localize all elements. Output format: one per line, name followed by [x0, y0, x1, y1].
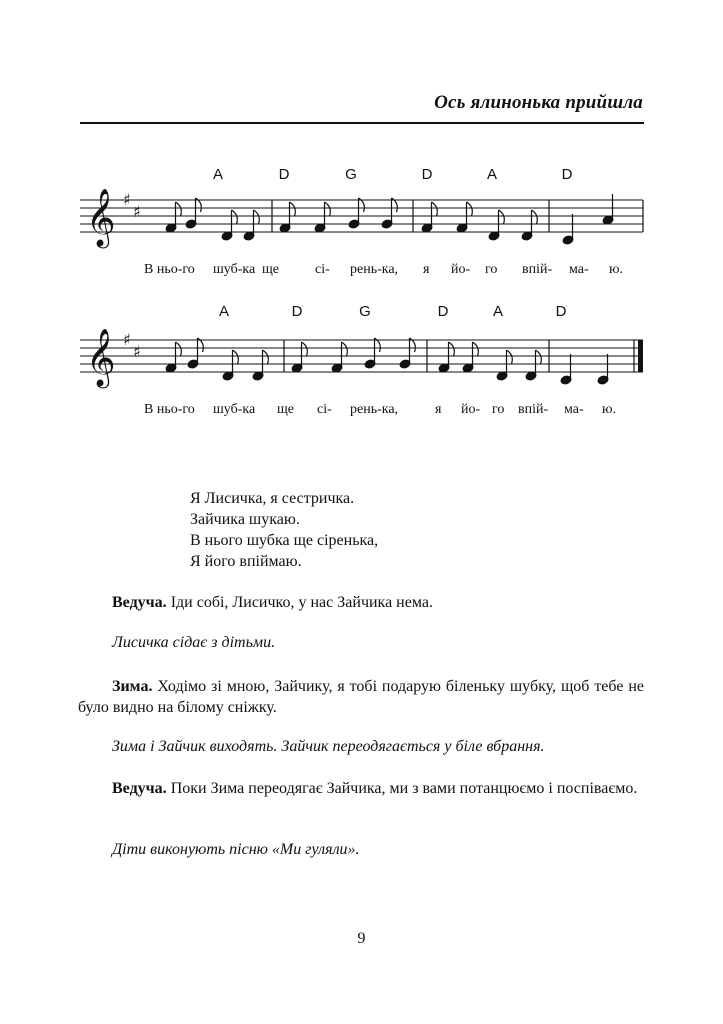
svg-text:𝄞: 𝄞	[86, 188, 116, 246]
lyrics-line-2	[0, 402, 723, 420]
chord-symbol: A	[492, 303, 504, 320]
lyric-syllable: го	[492, 402, 505, 417]
staff-lines	[80, 340, 643, 372]
lyric-syllable: шуб-ка	[213, 402, 256, 417]
poem-line: Я його впіймаю.	[190, 553, 302, 570]
header-rule	[80, 122, 644, 124]
lyric-syllable: ю.	[602, 402, 616, 417]
lyric-syllable: рень-ка,	[350, 402, 399, 417]
chord-symbol: D	[278, 166, 290, 183]
running-title: Ось ялинонька прийшла	[434, 92, 643, 113]
lyric-syllable: йо-	[451, 262, 471, 277]
lyric-syllable: шуб-ка	[213, 262, 256, 277]
chord-symbol: G	[359, 303, 371, 320]
poem-stanza	[190, 488, 378, 572]
notes	[165, 194, 614, 245]
lyric-syllable: впій-	[522, 262, 553, 277]
chord-symbol: D	[291, 303, 303, 320]
lyric-syllable: ще	[277, 402, 294, 417]
chord-symbol: D	[421, 166, 433, 183]
dialogue-paragraph	[78, 778, 644, 799]
lyric-syllable: я	[435, 402, 442, 417]
dialogue-paragraph	[78, 592, 644, 613]
chord-symbol: G	[345, 166, 357, 183]
dialogue-text: Іди собі, Лисичко, у нас Зайчика нема.	[170, 594, 433, 611]
lyric-syllable: рень-ка,	[350, 262, 399, 277]
poem-line: Зайчика шукаю.	[190, 511, 300, 528]
stage-direction: Лисичка сідає з дітьми.	[112, 634, 276, 651]
chord-symbol: D	[561, 166, 573, 183]
lyric-syllable: ще	[262, 262, 279, 277]
speaker-name: Зима.	[112, 678, 153, 695]
lyric-syllable: впій-	[518, 402, 549, 417]
speaker-name: Ведуча.	[112, 780, 167, 797]
chord-symbol: A	[486, 166, 498, 183]
poem-line: Я Лисичка, я сестричка.	[190, 490, 355, 507]
lyric-syllable: ма-	[564, 402, 584, 417]
music-staff-1	[0, 190, 723, 260]
notes	[165, 338, 609, 385]
lyric-syllable: В ньо-го	[144, 402, 195, 417]
page-number: 9	[357, 930, 366, 947]
chord-symbols-2	[0, 303, 723, 323]
svg-text:𝄞: 𝄞	[86, 328, 116, 386]
lyric-syllable: я	[423, 262, 430, 277]
svg-text:♯: ♯	[123, 190, 131, 209]
lyric-syllable: ю.	[609, 262, 623, 277]
lyric-syllable: ма-	[569, 262, 589, 277]
svg-text:♯: ♯	[123, 330, 131, 349]
lyric-syllable: В ньо-го	[144, 262, 195, 277]
svg-text:♯: ♯	[133, 342, 141, 361]
stage-direction: Діти виконують пісню «Ми гуляли».	[112, 841, 360, 858]
dialogue-text: Поки Зима переодягає Зайчика, ми з вами потанцюємо і поспіваємо.	[170, 780, 638, 797]
lyric-syllable: сі-	[317, 402, 332, 417]
final-barline-icon	[638, 340, 643, 372]
dialogue-text: Ходімо зі мною, Зайчику, я тобі подарую біленьку шубку, щоб тебе не було видно на білому сніжку.	[78, 678, 645, 716]
poem-line: В нього шубка ще сіренька,	[190, 532, 379, 549]
chord-symbol: A	[218, 303, 230, 320]
lyrics-line-1	[0, 262, 723, 280]
chord-symbols-1	[0, 166, 723, 186]
speaker-name: Ведуча.	[112, 594, 167, 611]
svg-text:♯: ♯	[133, 202, 141, 221]
staff-lines	[80, 200, 643, 232]
chord-symbol: A	[212, 166, 224, 183]
treble-clef-icon	[86, 188, 116, 249]
treble-clef-icon	[86, 328, 116, 389]
chord-symbol: D	[555, 303, 567, 320]
chord-symbol: D	[437, 303, 449, 320]
lyric-syllable: го	[485, 262, 498, 277]
dialogue-paragraph	[78, 676, 644, 718]
music-staff-2	[0, 330, 723, 400]
lyric-syllable: сі-	[315, 262, 330, 277]
lyric-syllable: йо-	[461, 402, 481, 417]
stage-direction: Зима і Зайчик виходять. Зайчик переодягається у біле вбрання.	[112, 738, 545, 755]
